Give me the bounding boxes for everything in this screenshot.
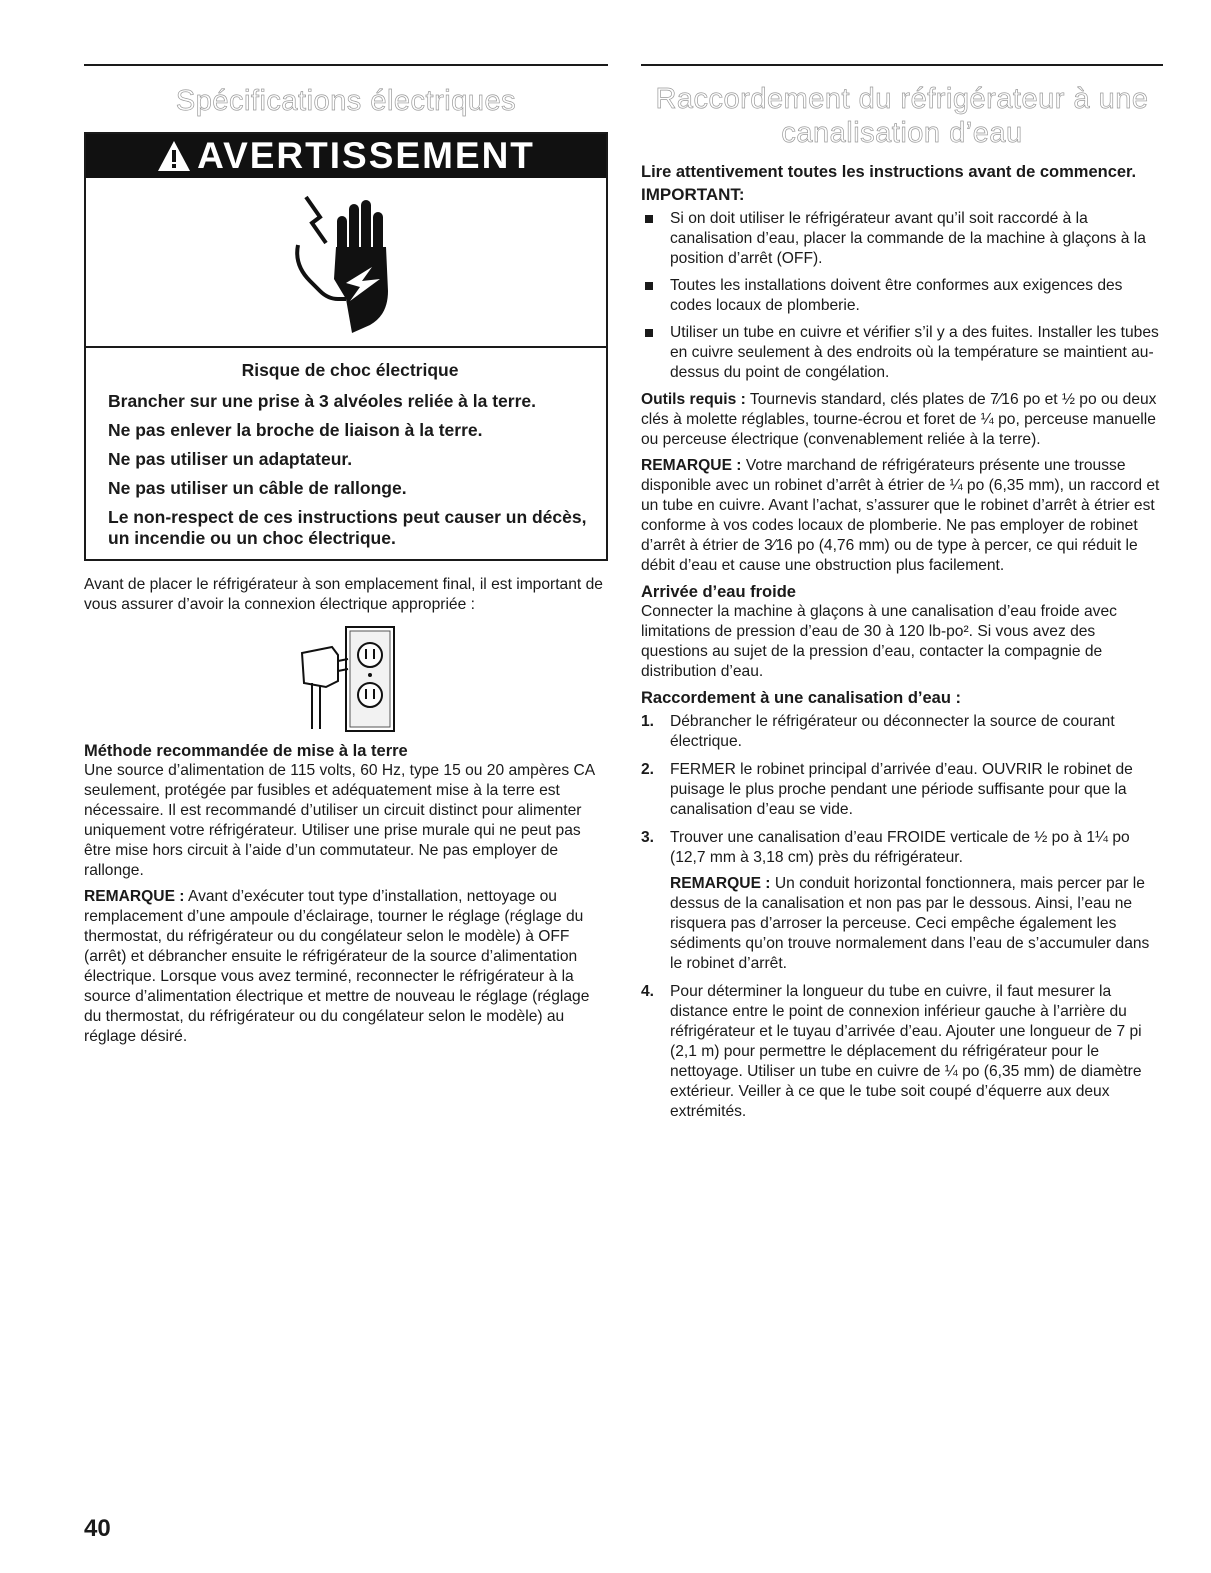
cold-water-heading: Arrivée d’eau froide	[641, 583, 796, 601]
section-title-line2: canalisation d’eau	[781, 117, 1023, 149]
warning-box	[84, 132, 608, 561]
top-rule-left	[84, 64, 608, 66]
lead-paragraph: Lire attentivement toutes les instructions avant de commencer.	[641, 163, 1137, 181]
warning-line: Le non-respect de ces instructions peut causer un décès, un incendie ou un choc électrique.	[108, 507, 587, 548]
important-label: IMPORTANT:	[641, 185, 745, 204]
connection-heading: Raccordement à une canalisation d’eau :	[641, 689, 962, 707]
page-number: 40	[84, 1515, 111, 1542]
left-note-paragraph	[84, 887, 608, 1047]
list-item: Si on doit utiliser le réfrigérateur avant qu’il soit raccordé à la canalisation d’eau, placer la commande de la machine à glaçons à la position d’arrêt (OFF).	[641, 209, 1163, 269]
bullet-square-icon	[645, 215, 653, 223]
outlet-illustration	[84, 625, 608, 733]
warning-line: Ne pas utiliser un adaptateur.	[108, 449, 353, 469]
warning-body	[86, 348, 606, 559]
left-column	[84, 64, 608, 1053]
cold-water-paragraph: Connecter la machine à glaçons à une canalisation d’eau froide avec limitations de pression d’eau de 30 à 120 lb-po². Si vous avez des questions au sujet de la pression d’eau, contacter la compagnie de distribution d’eau.	[641, 603, 1117, 680]
grounding-paragraph: Une source d’alimentation de 115 volts, 60 Hz, type 15 ou 20 ampères CA seulement, protégée par fusibles et adéquatement mise à la terre est nécessaire. Il est recommandé d’utiliser un circuit distinct pour alimenter uniquement votre réfrigérateur. Utiliser une prise murale qui ne peut pas être mise hors circuit à l’aide d’un commutateur. Ne pas employer de rallonge.	[84, 762, 595, 879]
step-item: 3. Trouver une canalisation d’eau FROIDE verticale de ½ po à 1¼ po (12,7 mm à 3,18 cm) près du réfrigérateur. REMARQUE : Un conduit horizontal fonctionnera, mais percer par le dessus de la canalisation et non pas par le dessous. Ainsi, l’eau ne risquera pas d’arroser la perceuse. Ceci empêche également les sédiments qu’on trouve normalement dans l’eau de s’accumuler dans le robinet d’arrêt.	[641, 828, 1163, 974]
warning-line: Ne pas utiliser un câble de rallonge.	[108, 478, 407, 498]
section-title-water	[641, 82, 1163, 150]
top-rule-right	[641, 64, 1163, 66]
electric-shock-hand-icon	[276, 187, 416, 337]
warning-pictogram	[86, 178, 606, 348]
intro-paragraph: Avant de placer le réfrigérateur à son emplacement final, il est important de vous assurer d’avoir la connexion électrique appropriée :	[84, 576, 603, 613]
section-title-electrical: Spécifications électriques	[175, 85, 517, 117]
warning-line: Ne pas enlever la broche de liaison à la terre.	[108, 420, 483, 440]
warning-risk: Risque de choc électrique	[241, 360, 459, 380]
step3-note: REMARQUE : Un conduit horizontal fonctionnera, mais percer par le dessus de la canalisation et non pas par le dessous. Ainsi, l’eau ne risquera pas d’arroser la perceuse. Ceci empêche également les sédiments qu’on trouve normalement dans l’eau de s’accumuler dans le robinet d’arrêt.	[670, 875, 1150, 972]
step-item: 2. FERMER le robinet principal d’arrivée d’eau. OUVRIR le robinet de puisage le plus proche pendant une période suffisante pour que la canalisation d’eau se vide.	[641, 761, 1133, 818]
connection-steps	[641, 712, 1163, 1122]
grounded-outlet-plug-icon	[286, 625, 406, 733]
grounding-heading: Méthode recommandée de mise à la terre	[84, 742, 408, 760]
warning-line: Brancher sur une prise à 3 alvéoles reliée à la terre.	[108, 391, 537, 411]
note-text: Votre marchand de réfrigérateurs présente une trousse disponible avec un robinet d’arrêt à étrier de ¼ po (6,35 mm), un raccord et un tube en cuivre. Avant l’achat, s’assurer que le robinet d’arrêt à étrier est conforme à vos codes locaux de plomberie. Ne pas employer de robinet d’arrêt à étrier de 3⁄16 po (4,76 mm) ou de type à percer, ce qui réduit le débit d’eau et cause une obstruction plus facilement.	[641, 457, 1160, 574]
note-label: REMARQUE :	[84, 888, 185, 905]
step-item: 1. Débrancher le réfrigérateur ou déconnecter la source de courant électrique.	[641, 713, 1115, 750]
bullet-square-icon	[645, 282, 653, 290]
warning-triangle-icon	[157, 139, 191, 173]
right-column	[641, 64, 1163, 1130]
right-note-paragraph	[641, 456, 1163, 576]
section-title-line1: Raccordement du réfrigérateur à une	[655, 83, 1149, 115]
warning-header	[86, 134, 606, 178]
list-item: Toutes les installations doivent être conformes aux exigences des codes locaux de plomberie.	[641, 276, 1163, 316]
note-text: Avant d’exécuter tout type d’installation, nettoyage ou remplacement d’une ampoule d’éclairage, tourner le réglage (réglage du thermostat, du réfrigérateur ou du congélateur selon le modèle) à OFF (arrêt) et débrancher ensuite le réfrigérateur de la source d’alimentation électrique. Lorsque vous avez terminé, reconnecter le réfrigérateur à la source d’alimentation électrique et mettre de nouveau le réglage (réglage du thermostat, du réfrigérateur ou du congélateur selon le modèle) au réglage désiré.	[84, 888, 590, 1045]
tools-paragraph	[641, 390, 1163, 450]
bullet-square-icon	[645, 329, 653, 337]
list-item: Utiliser un tube en cuivre et vérifier s’il y a des fuites. Installer les tubes en cuivre seulement à des endroits où la température se maintient au-dessus du point de congélation.	[641, 323, 1163, 383]
step-item: 4. Pour déterminer la longueur du tube en cuivre, il faut mesurer la distance entre le point de connexion inférieur gauche à l’arrière du réfrigérateur et le tuyau d’arrivée d’eau. Ajouter une longueur de 7 pi (2,1 m) pour permettre le déplacement du réfrigérateur pour le nettoyage. Utiliser un tube en cuivre de ¼ po (6,35 mm) de diamètre extérieur. Veiller à ce que le tube soit coupé d’équerre aux deux extrémités.	[641, 983, 1142, 1120]
tools-text: Tournevis standard, clés plates de 7⁄16 po et ½ po ou deux clés à molette réglables, tourne-écrou et foret de ¼ po, perceuse manuelle ou perceuse électrique (convenablement reliée à la terre).	[641, 391, 1157, 448]
tools-label: Outils requis :	[641, 391, 746, 408]
important-list	[641, 209, 1163, 383]
note-label: REMARQUE :	[641, 457, 742, 474]
warning-label: AVERTISSEMENT	[197, 135, 535, 176]
